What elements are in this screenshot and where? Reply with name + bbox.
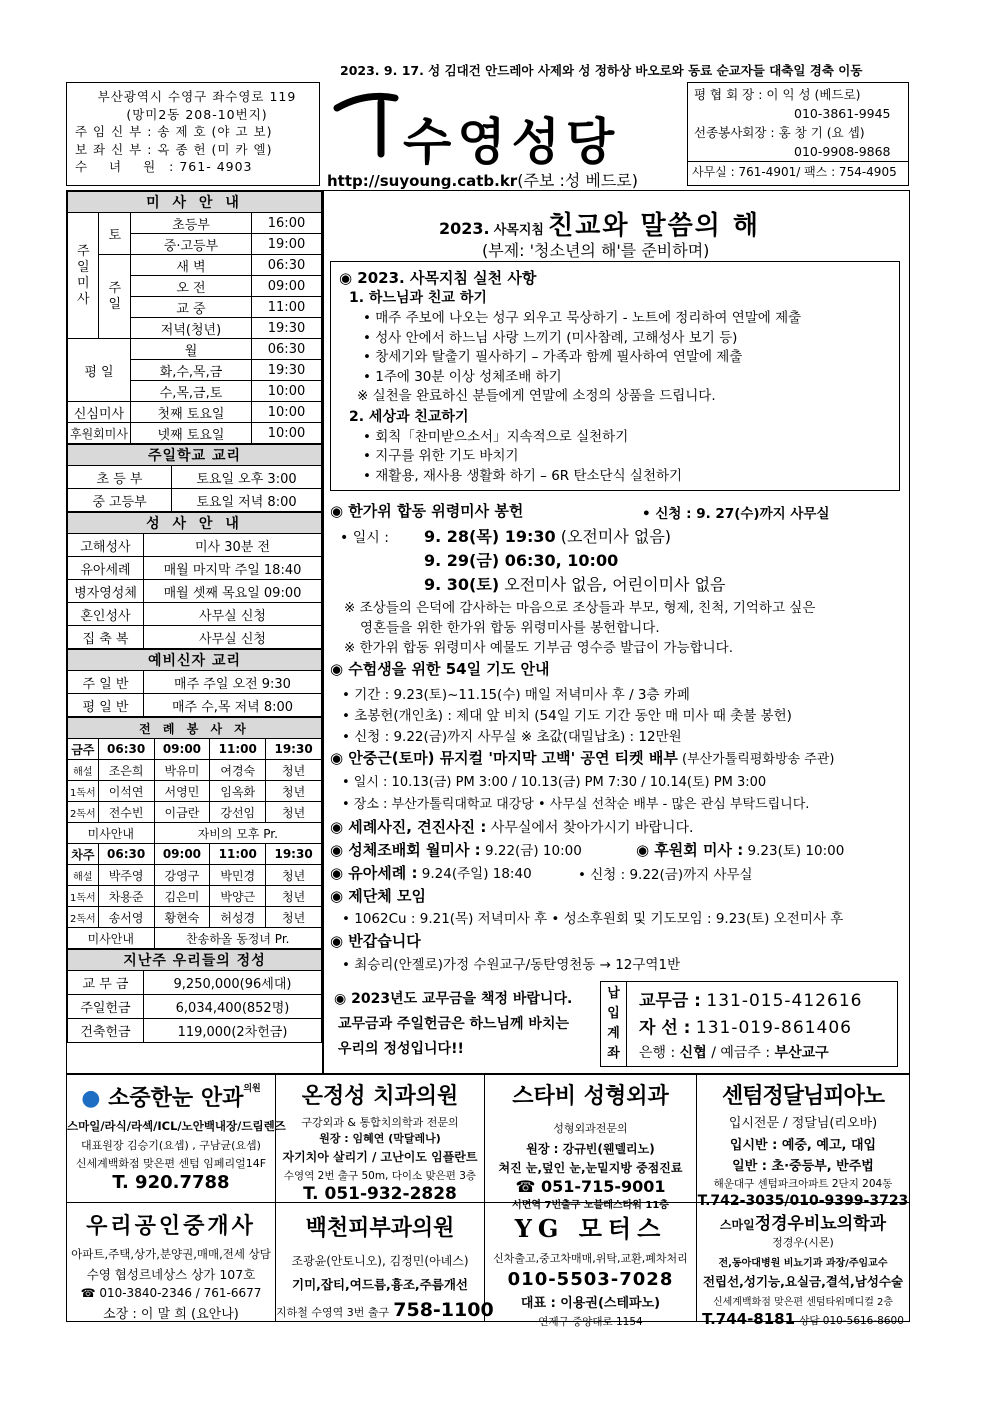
server-time: 11:00 bbox=[210, 844, 266, 865]
ad-address: 연제구 중앙대로 1154 bbox=[538, 1316, 643, 1328]
year-prefix: 2023. bbox=[439, 219, 490, 238]
pastoral-guide-box bbox=[330, 261, 900, 491]
server-name: 전수빈 bbox=[98, 802, 154, 823]
school-group: 중 고등부 bbox=[68, 489, 172, 512]
dues-line: ◉ 2023년도 교무금을 책정 바랍니다. bbox=[334, 991, 573, 1007]
ad-line: 정경우(시몬) bbox=[772, 1236, 834, 1249]
server-name: 청년 bbox=[266, 886, 322, 907]
staff-role: 주 임 신 부 bbox=[75, 124, 143, 139]
mass-time: 10:00 bbox=[252, 423, 322, 444]
server-name: 김은미 bbox=[154, 886, 210, 907]
ad-realty bbox=[67, 1203, 276, 1321]
account-number: 131-019-861406 bbox=[695, 1018, 852, 1038]
ad-line: 전,동아대병원 비뇨기과 과장/주임교수 bbox=[718, 1258, 888, 1269]
ad-line: 일반 : 초·중등부, 반주법 bbox=[732, 1159, 874, 1174]
mass-time: 10:00 bbox=[252, 381, 322, 402]
notice-text: 9.23(토) 10:00 bbox=[743, 843, 845, 859]
ad-phone: T. 051-932-2828 bbox=[303, 1184, 457, 1204]
sacrament-value: 미사 30분 전 bbox=[144, 534, 322, 557]
council-phone: 010-3861-9945 bbox=[794, 106, 891, 121]
guide-part2: 2. 세상과 친교하기 bbox=[349, 408, 469, 425]
mass-name: 첫째 토요일 bbox=[130, 402, 251, 423]
mass-time: 11:00 bbox=[252, 297, 322, 318]
offering-amount: 9,250,000(96세대) bbox=[144, 971, 322, 995]
ad-phone-label: 지하철 수영역 3번 출구 bbox=[276, 1306, 390, 1319]
catechumen-time: 매주 수,목 저녁 8:00 bbox=[144, 694, 322, 717]
url-suffix: (주보 :성 베드로) bbox=[517, 171, 638, 190]
notice-text: 사무실에서 찾아가시기 바랍니다. bbox=[486, 820, 694, 836]
server-time: 11:00 bbox=[210, 739, 266, 760]
church-logo bbox=[325, 84, 685, 171]
left-column bbox=[67, 191, 322, 1043]
url-text[interactable]: http://suyoung.catb.kr bbox=[327, 172, 518, 190]
ad-line: 신차출고,중고차매매,위탁,교환,폐차처리 bbox=[493, 1252, 688, 1265]
account-charity bbox=[639, 1013, 852, 1038]
catechumen-info bbox=[67, 649, 322, 717]
ad-name: 온정성 치과의원 bbox=[301, 1084, 459, 1109]
sacrament-info bbox=[67, 512, 322, 649]
ad-line: 수영역 2번 출구 50m, 다이소 맞은편 3층 bbox=[283, 1170, 477, 1182]
ad-name: 소중한눈 안과 bbox=[108, 1086, 244, 1111]
ad-pre: 스마일 bbox=[719, 1218, 755, 1232]
ad-line: ☎ 010-3840-2346 / 761-6677 bbox=[80, 1286, 262, 1300]
welcome-title: ◉ 반갑습니다 bbox=[330, 932, 421, 950]
offering-amount: 119,000(2차헌금) bbox=[144, 1019, 322, 1043]
chuseok-date bbox=[424, 572, 726, 595]
school-time: 토요일 오후 3:00 bbox=[172, 466, 322, 489]
ad-phone: T.742-3035/010-9399-3723 bbox=[697, 1193, 909, 1209]
address-line-1: 부산광역시 수영구 좌수영로 119 bbox=[97, 89, 297, 104]
server-name: 이석연 bbox=[98, 781, 154, 802]
saturday-label: 토 bbox=[99, 213, 131, 255]
staff-role: 수 녀 원 bbox=[75, 159, 165, 174]
guide-item: • 창세기와 탈출기 필사하기 – 가족과 함께 필사하여 연말에 제출 bbox=[363, 349, 743, 365]
special-mass-label: 신심미사 bbox=[68, 402, 131, 423]
photo-notice bbox=[330, 816, 694, 837]
mass-time: 06:30 bbox=[252, 255, 322, 276]
staff-name: 송 제 호 (야 고 보) bbox=[157, 124, 273, 139]
guide-item: • 1주에 30분 이상 성체조배 하기 bbox=[363, 368, 562, 385]
council-president bbox=[694, 85, 908, 104]
staff-assistant: 보 좌 신 부 : 옥 종 헌 (미 카 엘) bbox=[75, 141, 273, 157]
chuseok-note: ※ 한가위 합동 위령미사 예물도 기부금 영수증 발급이 가능합니다. bbox=[344, 640, 733, 656]
ad-urology bbox=[697, 1203, 909, 1328]
ad-name: 센텀정달님피아노 bbox=[721, 1084, 885, 1109]
offering-amount: 6,034,400(852명) bbox=[144, 995, 322, 1019]
ad-line: 성형외과전문의 bbox=[553, 1122, 628, 1135]
chuseok-note: ※ 조상들의 은덕에 감사하는 마음으로 조상들과 부모, 형제, 친척, 기억하고 싶은 bbox=[344, 600, 816, 616]
ad-line: 입시전문 / 정달님(리오바) bbox=[728, 1116, 878, 1131]
baptism-apply: • 신청 : 9.22(금)까지 사무실 bbox=[578, 867, 753, 883]
date-value: 9. 28(목) 19:30 bbox=[424, 527, 556, 546]
offering-type: 건축헌금 bbox=[68, 1019, 144, 1043]
catechumen-title: 예비신자 교리 bbox=[68, 650, 322, 671]
week-label: 차주 bbox=[68, 844, 99, 865]
mass-name: 새 벽 bbox=[130, 255, 251, 276]
mass-schedule bbox=[67, 191, 322, 444]
theme-subtitle: (부제: '청소년의 해'를 준비하며) bbox=[482, 241, 710, 260]
musical-host: (부산가톨릭평화방송 주관) bbox=[677, 752, 835, 767]
offering-type: 주일헌금 bbox=[68, 995, 144, 1019]
offering-type: 교 무 금 bbox=[68, 971, 144, 995]
mass-name: 넷째 토요일 bbox=[130, 423, 251, 444]
mass-name: 월 bbox=[130, 339, 251, 360]
account-box bbox=[600, 981, 898, 1067]
ad-line: 원장 : 임혜연 (막달레나) bbox=[319, 1132, 441, 1145]
mass-time: 09:00 bbox=[252, 276, 322, 297]
account-type: 교무금 : bbox=[639, 991, 701, 1011]
bank-name: 신협 bbox=[679, 1045, 707, 1061]
mass-name: 교 중 bbox=[130, 297, 251, 318]
sacrament-value: 사무실 신청 bbox=[144, 626, 322, 649]
office-contact: 사무실 : 761-4901/ 팩스 : 754-4905 bbox=[688, 161, 908, 182]
ads-grid bbox=[67, 1075, 909, 1328]
ad-phone: T. 920.7788 bbox=[112, 1172, 230, 1193]
dues-line: 우리의 정성입니다!! bbox=[338, 1041, 464, 1057]
ad-phone-suffix: 상담 010-5616-8600 bbox=[799, 1315, 904, 1327]
server-time: 19:30 bbox=[266, 739, 322, 760]
offering-title: 지난주 우리들의 정성 bbox=[68, 950, 322, 971]
ad-line: 신세계백화점 맞은편 센텀 임페리얼14F bbox=[75, 1157, 267, 1170]
address-line-2: (망미2동 208-10번지) bbox=[126, 106, 268, 122]
ad-line: 해운대구 센텀파크아파트 2단지 204동 bbox=[713, 1178, 893, 1190]
staff-name: 옥 종 헌 (미 카 엘) bbox=[157, 141, 273, 157]
year-theme bbox=[439, 205, 760, 242]
sacrament-value: 사무실 신청 bbox=[144, 603, 322, 626]
notice-title: ◉ 후원회 미사 : bbox=[636, 841, 744, 859]
mass-name: 수,목,금,토 bbox=[130, 381, 251, 402]
catechumen-time: 매주 주일 오전 9:30 bbox=[144, 671, 322, 694]
mass-name: 초등부 bbox=[130, 213, 251, 234]
server-role: 2독서 bbox=[68, 802, 99, 823]
theme-title: 친교와 말씀의 해 bbox=[548, 211, 761, 241]
ad-line: 입시반 : 예중, 예고, 대입 bbox=[729, 1138, 877, 1153]
ad-eye-clinic bbox=[67, 1075, 286, 1203]
council-value: 홍 창 기 (요 셉) bbox=[778, 125, 865, 140]
notice-title: ◉ 유아세례 : bbox=[330, 864, 418, 882]
server-time: 09:00 bbox=[154, 844, 210, 865]
ad-line: 신세계백화점 맞은편 센텀타워메디컬 2층 bbox=[712, 1297, 894, 1308]
staff-convent: 수 녀 원 : 761- 4903 bbox=[75, 159, 253, 174]
server-role: 1독서 bbox=[68, 886, 99, 907]
chuseok-title: ◉ 한가위 합동 위령미사 봉헌 bbox=[330, 502, 524, 520]
ad-title bbox=[67, 1081, 275, 1112]
server-time: 09:00 bbox=[154, 739, 210, 760]
server-name: 이금란 bbox=[154, 802, 210, 823]
account-type: 자 선 : bbox=[639, 1018, 691, 1038]
server-name: 허성경 bbox=[210, 907, 266, 928]
server-name: 박양근 bbox=[210, 886, 266, 907]
account-dues bbox=[639, 986, 862, 1011]
weekday-label: 평 일 bbox=[68, 339, 131, 402]
ad-dental bbox=[276, 1075, 485, 1203]
ad-phone: ☎ 051-715-9001 bbox=[515, 1177, 666, 1196]
sacrament-name: 고해성사 bbox=[68, 534, 144, 557]
ad-name: 스타비 성형외과 bbox=[512, 1084, 669, 1109]
mass-guide-label: 미사안내 bbox=[68, 928, 155, 949]
week-label: 금주 bbox=[68, 739, 99, 760]
ad-phone: 758-1100 bbox=[393, 1299, 494, 1321]
ad-line: 조광윤(안토니오), 김정민(아녜스) bbox=[291, 1254, 469, 1268]
offering-summary bbox=[67, 949, 322, 1043]
ad-line: 구강외과 & 통합치의학과 전문의 bbox=[301, 1116, 459, 1129]
holder-label: / 예금주 : bbox=[711, 1045, 771, 1061]
bank-label: 은행 : bbox=[639, 1045, 676, 1061]
ad-line: 기미,잡티,여드름,흉조,주름개선 bbox=[292, 1277, 468, 1292]
guide-item: • 재활용, 재사용 생활화 하기 – 6R 탄소단식 실천하기 bbox=[363, 467, 683, 484]
liturgy-servers bbox=[67, 717, 322, 949]
ad-title bbox=[697, 1209, 909, 1234]
server-name: 송서영 bbox=[98, 907, 154, 928]
date-note: (오전미사 없음) bbox=[555, 527, 672, 546]
catechumen-class: 평 일 반 bbox=[68, 694, 144, 717]
parish-info bbox=[66, 82, 320, 186]
server-name: 여경숙 bbox=[210, 760, 266, 781]
sacrament-name: 유아세례 bbox=[68, 557, 144, 580]
server-name: 강선임 bbox=[210, 802, 266, 823]
council-funeral bbox=[694, 123, 908, 142]
staff-name: 761- 4903 bbox=[179, 159, 253, 174]
staff-pastor: 주 임 신 부 : 송 제 호 (야 고 보) bbox=[75, 124, 273, 139]
ad-line: 소장 : 이 말 희 (요안나) bbox=[103, 1307, 239, 1322]
council-label: 평 협 회 장 : bbox=[694, 87, 763, 102]
support-mass-notice bbox=[636, 839, 844, 860]
server-name: 박민경 bbox=[210, 865, 266, 886]
chuseok-date-label: • 일시 : bbox=[340, 530, 389, 546]
mass-time: 19:00 bbox=[252, 234, 322, 255]
musical-item: • 장소 : 부산가톨릭대학교 대강당 • 사무실 선착순 배부 - 많은 관심 부탁드립니다. bbox=[342, 797, 810, 812]
ad-rep: 대표 : 이용권(스테파노) bbox=[520, 1296, 661, 1311]
guide-title: ◉ 2023. 사목지침 실천 사항 bbox=[339, 269, 537, 287]
sunday-school bbox=[67, 444, 322, 512]
notice-title: ◉ 세례사진, 견진사진 : bbox=[330, 818, 487, 836]
guide-item: • 매주 주보에 나오는 성구 외우고 묵상하기 - 노트에 정리하여 연말에 제출 bbox=[363, 310, 802, 326]
ad-dermatology bbox=[276, 1203, 494, 1321]
sunday-mass-label: 주 일 미 사 bbox=[68, 213, 99, 339]
council-value: 이 익 성 (베드로) bbox=[766, 87, 861, 102]
ad-phone: 010-5503-7028 bbox=[507, 1269, 674, 1290]
mass-name: 화,수,목,금 bbox=[130, 360, 251, 381]
logo-text: 수영성당 bbox=[403, 113, 621, 171]
mass-time: 10:00 bbox=[252, 402, 322, 423]
server-name: 서영민 bbox=[154, 781, 210, 802]
ad-motors bbox=[485, 1203, 697, 1328]
server-name: 청년 bbox=[266, 907, 322, 928]
school-group: 초 등 부 bbox=[68, 466, 172, 489]
mass-title: 미 사 안 내 bbox=[68, 192, 322, 213]
date-line: 2023. 9. 17. 성 김대건 안드레아 사제와 성 정하상 바오로와 동료 순교자들 대축일 경축 이동 bbox=[340, 63, 863, 78]
ad-phone: T.744-8181 bbox=[702, 1310, 796, 1328]
guide-note: ※ 실천을 완료하신 분들에게 연말에 소정의 상품을 드립니다. bbox=[357, 388, 716, 404]
server-name: 차용준 bbox=[98, 886, 154, 907]
account-label: 납입계좌 bbox=[601, 982, 627, 1066]
mass-name: 저녁(청년) bbox=[130, 318, 251, 339]
chuseok-date bbox=[424, 524, 671, 547]
ad-line: 아파트,주택,상가,분양권,매매,전세 상담 bbox=[71, 1247, 271, 1261]
guide-item: • 지구를 위한 기도 바치기 bbox=[363, 448, 519, 464]
dues-line: 교무금과 주일헌금은 하느님께 바치는 bbox=[338, 1016, 570, 1032]
sacrament-name: 집 축 복 bbox=[68, 626, 144, 649]
server-role: 2독서 bbox=[68, 907, 99, 928]
ad-piano bbox=[697, 1075, 909, 1209]
server-name: 조은희 bbox=[98, 760, 154, 781]
server-role: 1독서 bbox=[68, 781, 99, 802]
server-time: 19:30 bbox=[266, 844, 322, 865]
ad-sub: 의원 bbox=[243, 1084, 261, 1094]
server-name: 청년 bbox=[266, 781, 322, 802]
guide-item: • 성사 안에서 하느님 사랑 느끼기 (미사참례, 고해성사 보기 등) bbox=[363, 329, 738, 346]
mass-time: 19:30 bbox=[252, 318, 322, 339]
account-number: 131-015-412616 bbox=[706, 991, 863, 1011]
ad-name: 백천피부과의원 bbox=[305, 1216, 455, 1241]
council-label: 선종봉사회장 : bbox=[694, 125, 775, 140]
exam-item: • 기간 : 9.23(토)~11.15(수) 매일 저녁미사 후 / 3층 카페 bbox=[342, 687, 690, 703]
date-note: 오전미사 없음, 어린이미사 없음 bbox=[499, 575, 726, 594]
sacrament-value: 매월 셋째 목요일 09:00 bbox=[144, 580, 322, 603]
server-role: 해설 bbox=[68, 760, 99, 781]
special-mass-label: 후원회미사 bbox=[68, 423, 131, 444]
mass-guide-value: 찬송하올 동정녀 Pr. bbox=[154, 928, 321, 949]
musical-name: ◉ 안중근(토마) 뮤지컬 '마지막 고백' 공연 티켓 배부 bbox=[330, 749, 678, 767]
notice-text: 9.22(금) 10:00 bbox=[480, 843, 582, 859]
ad-phone-row bbox=[697, 1310, 909, 1328]
ad-address: 서면역 7번출구 노블레스타워 11층 bbox=[512, 1200, 669, 1211]
mass-guide-label: 미사안내 bbox=[68, 823, 155, 844]
exam-item: • 신청 : 9.22(금)까지 사무실 ※ 초값(대밀납초) : 12만원 bbox=[342, 729, 682, 745]
exam-prayer-title: ◉ 수험생을 위한 54일 기도 안내 bbox=[330, 660, 550, 678]
ad-plastic-surgery bbox=[485, 1075, 697, 1211]
ad-line: 대표원장 김승기(요셉) , 구남균(요셉) bbox=[81, 1139, 261, 1152]
server-name: 청년 bbox=[266, 865, 322, 886]
catechumen-class: 주 일 반 bbox=[68, 671, 144, 694]
ad-line: 쳐진 눈,덮인 눈,눈밑지방 중점진료 bbox=[498, 1161, 683, 1175]
welcome-items: • 최승리(안젤로)가정 수원교구/동탄영천동 → 12구역1반 bbox=[342, 957, 681, 973]
mass-time: 19:30 bbox=[252, 360, 322, 381]
ad-line: 자기치아 살리기 / 고난이도 임플란트 bbox=[282, 1150, 478, 1164]
eye-logo-icon: ● bbox=[81, 1086, 101, 1111]
server-name: 박주영 bbox=[98, 865, 154, 886]
sacrament-title: 성 사 안 내 bbox=[68, 513, 322, 534]
school-time: 토요일 저녁 8:00 bbox=[172, 489, 322, 512]
sunday-school-title: 주일학교 교리 bbox=[68, 445, 322, 466]
notice-text: 9.24(주일) 18:40 bbox=[417, 866, 532, 882]
mass-time: 06:30 bbox=[252, 339, 322, 360]
baptism-notice bbox=[330, 862, 532, 883]
ad-phone-row bbox=[276, 1299, 494, 1321]
server-name: 임옥화 bbox=[210, 781, 266, 802]
sacrament-name: 병자영성체 bbox=[68, 580, 144, 603]
mass-guide-value: 자비의 모후 Pr. bbox=[154, 823, 321, 844]
server-name: 청년 bbox=[266, 760, 322, 781]
chuseok-note: 영혼들을 위한 한가위 합동 위령미사를 봉헌합니다. bbox=[360, 620, 660, 636]
servers-title: 전 례 봉 사 자 bbox=[68, 718, 322, 739]
exam-item: • 초봉헌(개인초) : 제대 앞 비치 (54일 기도 기간 동안 매 미사 때 촛불 봉헌) bbox=[342, 708, 792, 724]
pastoral-label: 사목지침 bbox=[493, 223, 544, 238]
council-phone: 010-9908-9868 bbox=[794, 144, 891, 159]
mass-name: 중·고등부 bbox=[130, 234, 251, 255]
ad-name: 우리공인중개사 bbox=[86, 1213, 256, 1239]
council-info bbox=[687, 82, 909, 186]
adoration-notice bbox=[330, 839, 582, 860]
server-name: 황현숙 bbox=[154, 907, 210, 928]
groups-items: • 1062Cu : 9.21(목) 저녁미사 후 • 성소후원회 및 기도모임 : 9.23(토) 오전미사 후 bbox=[342, 911, 844, 927]
server-role: 해설 bbox=[68, 865, 99, 886]
notice-title: ◉ 성체조배회 월미사 : bbox=[330, 841, 481, 859]
mass-name: 오 전 bbox=[130, 276, 251, 297]
account-bank bbox=[639, 1042, 829, 1062]
chuseok-date: 9. 29(금) 06:30, 10:00 bbox=[424, 551, 619, 570]
guide-part1: 1. 하느님과 친교 하기 bbox=[349, 290, 487, 306]
server-name: 강영구 bbox=[154, 865, 210, 886]
mass-time: 16:00 bbox=[252, 213, 322, 234]
musical-item: • 일시 : 10.13(금) PM 3:00 / 10.13(금) PM 7:30 / 10.14(토) PM 3:00 bbox=[342, 775, 767, 790]
ad-line: 스마일/라식/라섹/ICL/노안백내장/드림렌즈 bbox=[67, 1119, 286, 1133]
staff-role: 보 좌 신 부 bbox=[75, 141, 143, 157]
chuseok-apply: • 신청 : 9. 27(수)까지 사무실 bbox=[642, 506, 830, 522]
server-time: 06:30 bbox=[98, 844, 154, 865]
sacrament-name: 혼인성사 bbox=[68, 603, 144, 626]
announcements bbox=[324, 191, 909, 1073]
server-name: 청년 bbox=[266, 802, 322, 823]
ad-line: 전립선,성기능,요실금,결석,남성수술 bbox=[702, 1274, 904, 1289]
groups-title: ◉ 제단체 모임 bbox=[330, 887, 426, 905]
musical-title bbox=[330, 747, 834, 768]
guide-item: • 회칙「찬미받으소서」지속적으로 실천하기 bbox=[363, 428, 629, 445]
ad-line: 원장 : 강규빈(웬델리노) bbox=[526, 1142, 655, 1156]
sunday-label: 주 일 bbox=[99, 255, 131, 339]
ad-name: YG 모터스 bbox=[514, 1214, 667, 1243]
server-name: 박유미 bbox=[154, 760, 210, 781]
sacrament-value: 매월 마지막 주일 18:40 bbox=[144, 557, 322, 580]
ad-line: 수영 협성르네상스 상가 107호 bbox=[86, 1267, 256, 1282]
holder-name: 부산교구 bbox=[774, 1045, 829, 1061]
ad-name: 정경우비뇨의학과 bbox=[754, 1214, 887, 1234]
website-url bbox=[327, 168, 638, 191]
server-time: 06:30 bbox=[98, 739, 154, 760]
date-value: 9. 30(토) bbox=[424, 575, 500, 594]
